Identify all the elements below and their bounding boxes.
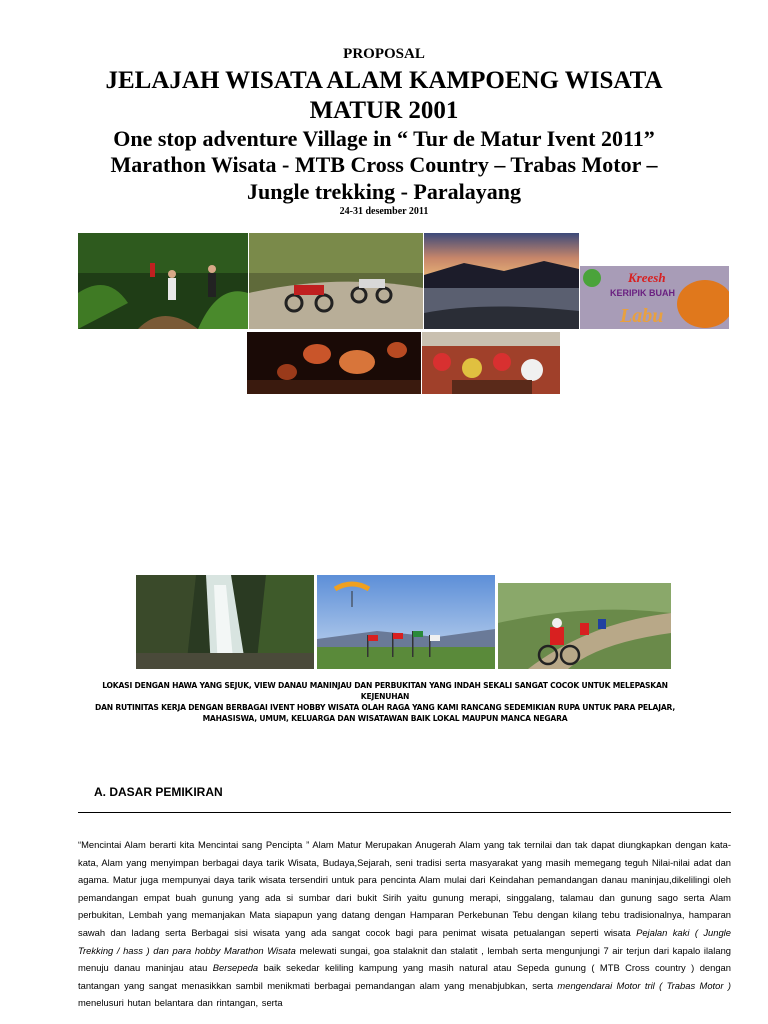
photo-lake-sunset [424, 233, 579, 329]
body-text-part-1: “Mencintai Alam berarti kita Mencintai sang Pencipta ” Alam Matur Merupakan Anugerah Alam yang tak ternilai dan tak dapat diungkapkan dengan kata-kata, Alam yang menyimpan berbagai daya tarik Wisata, Budaya,Sejarah, seni tradisi serta masyarakat yang masih memegang teguh Nilai-nilai adat dan agama. Matur juga mempunyai daya tarik wisata tersendiri untuk para pencinta Alam mulai dari Keindahan pemandangan danau maninjau,dikelilingi oleh pemandangan empat buah gunung yang ada si sumbar dari bukit Sirih yaitu gunung merapi, singgalang, talamau dan gunung sago serta Alam perbukitan, Lembah yang memanjakan Mata siapapun yang datang dengan Hamparan Perkebunan Tebu dengan kilang tebu tradisionalnya, hamparan sawah dan ladang serta Berbagai sisi wisata yang ada sangat cocok bagi para penimat wisata petualangan seperti wisata [78, 839, 731, 938]
photo-jungle-trekking [78, 233, 248, 329]
section-heading: A. DASAR PEMIKIRAN [94, 785, 223, 799]
body-text-part-3: baik sekedar keliling kampung yang masih natural atau Sepeda gunung ( MTB Cross country ) dengan tantangan yang sangat menasikkan sambil menikmati berbagai pemandangan alam yang menabjubkan, serta [78, 962, 731, 991]
caption-line-3: MAHASISWA, UMUM, KELUARGA DAN WISATAWAN BAIK LOKAL MAUPUN MANCA NEGARA [202, 714, 568, 723]
photo-caption [80, 680, 690, 724]
subtitle-line-3: Jungle trekking - Paralayang [246, 179, 521, 204]
snack-type-text: KERIPIK BUAH [610, 288, 676, 298]
body-text-part-2: melewati sungai, goa stalaknit dan stalatit , lembah serta mengunjungi 7 air terjun dari kapalo ilalang menuju danau maninjau atau [78, 944, 731, 974]
subtitle-line-2: Marathon Wisata - MTB Cross Country – Trabas Motor – [110, 152, 658, 177]
photo-mtb-cross-country [498, 583, 671, 669]
caption-line-2: DAN RUTINITAS KERJA DENGAN BERBAGAI IVENT HOBBY WISATA OLAH RAGA YANG KAMI RANCANG SEDEMIKIAN RUPA UNTUK PARA PELAJAR, [94, 703, 676, 712]
body-italic-1: Pejalan kaki ( Jungle Trekking / hass ) dan para hobby Marathon Wisata [78, 926, 731, 956]
body-italic-3: mengendarai Motor tril ( Trabas Motor ) [557, 979, 731, 991]
body-text-part-4: menelusuri hutan belantara dan rintangan, serta [78, 997, 283, 1009]
body-paragraph [78, 836, 731, 1012]
body-italic-2: Bersepeda [212, 962, 259, 974]
section-divider [78, 812, 731, 813]
photo-cultural-ceremony [422, 332, 560, 394]
photo-trabas-motor [249, 233, 423, 329]
photo-paragliding [317, 575, 495, 669]
proposal-label: PROPOSAL [343, 46, 425, 62]
snack-brand-text: Kreesh [628, 270, 666, 285]
event-dates: 24-31 desember 2011 [339, 206, 429, 217]
photo-waterfall [136, 575, 314, 669]
document-title-line-2: MATUR 2001 [309, 97, 459, 124]
subtitle-line-1: One stop adventure Village in “ Tur de Matur Ivent 2011” [113, 126, 655, 151]
caption-line-1: LOKASI DENGAN HAWA YANG SEJUK, VIEW DANAU MANINJAU DAN PERBUKITAN YANG INDAH SEKALI SANGAT COCOK UNTUK MELEPASKAN KEJENUHAN [102, 681, 668, 701]
photo-torches-night [247, 332, 421, 394]
photo-keripik-labu [580, 266, 729, 329]
document-title-line-1: JELAJAH WISATA ALAM KAMPOENG WISATA [105, 67, 663, 94]
snack-flavor-text: Labu [620, 305, 664, 327]
